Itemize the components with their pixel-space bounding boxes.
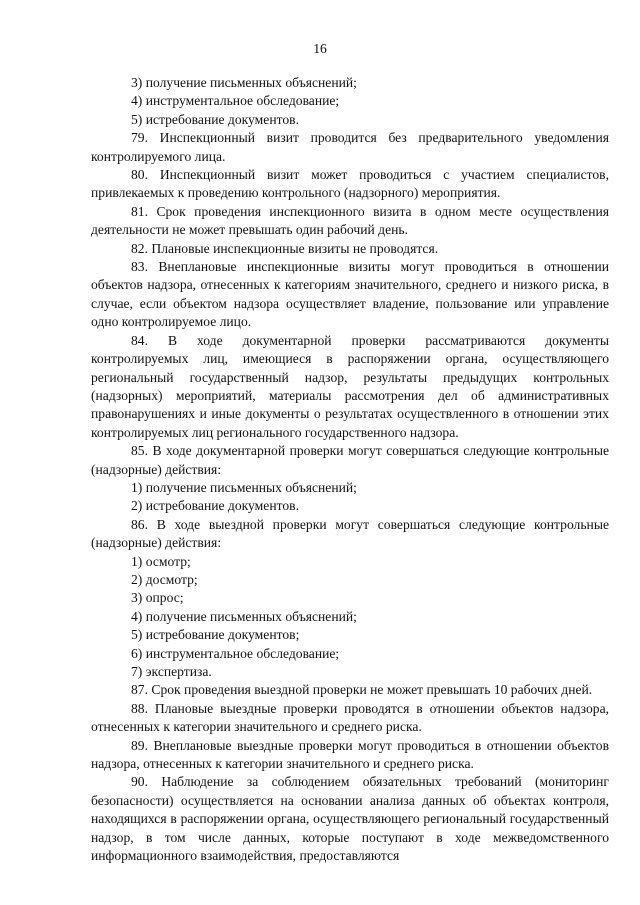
list-item: 2) досмотр; [131,571,198,587]
paragraph-83: 83. Внеплановые инспекционные визиты могут проводиться в отношении объектов надзора, отнесенных к категориям значительного, среднего и низкого риска, в случае, если объектом надзора осуществляет владение, пользование или управление одно контролируемое лицо. [91,259,609,330]
list-item: 5) истребование документов. [131,111,299,127]
list-item: 1) осмотр; [131,553,191,569]
paragraph-85: 85. В ходе документарной проверки могут совершаться следующие контрольные (надзорные) действия: [91,443,609,477]
paragraph-86: 86. В ходе выездной проверки могут совершаться следующие контрольные (надзорные) действия: [91,516,609,551]
page-number: 16 [313,41,327,56]
list-item: 7) экспертиза. [131,664,212,679]
list-item: 2) истребование документов. [131,498,299,514]
list-item: 3) опрос; [131,590,184,606]
paragraph-82: 82. Плановые инспекционные визиты не проводятся. [131,240,439,256]
paragraph-88: 88. Плановые выездные проверки проводятся в отношении объектов надзора, отнесенных к категории значительного и среднего риска. [91,700,609,735]
paragraph-84: 84. В ходе документарной проверки рассматриваются документы контролируемых лиц, имеющиеся в распоряжении органа, осуществляющего региональный государственный надзор, результаты предыдущих контрольных (надзорных) мероприятий, материалы рассмотрения дел об административных правонарушениях и иные документы о результатах осуществленного в отношении этих контролируемых лиц регионального государственного надзора. [91,332,609,440]
paragraph-89: 89. Внеплановые выездные проверки могут проводиться в отношении объектов надзора, отнесенных к категории значительного и среднего риска. [91,737,609,772]
paragraph-90: 90. Наблюдение за соблюдением обязательных требований (мониторинг безопасности) осуществляется на основании анализа данных об объектах контроля, находящихся в распоряжении органа, осуществляющего региональный государственный надзор, в том числе данных, которые поступают в ходе межведомственного информационного взаимодействия, предоставляются [91,774,609,864]
list-item: 5) истребование документов; [131,627,300,643]
paragraph-80: 80. Инспекционный визит может проводиться с участием специалистов, привлекаемых к проведению контрольного (надзорного) мероприятия. [91,167,609,201]
paragraph-81: 81. Срок проведения инспекционного визита в одном месте осуществления деятельности не может превышать один рабочий день. [91,203,609,238]
list-item: 1) получение письменных объяснений; [131,479,357,495]
list-item: 4) получение письменных объяснений; [131,608,357,624]
paragraph-79: 79. Инспекционный визит проводится без предварительного уведомления контролируемого лица. [91,130,609,164]
list-item: 6) инструментальное обследование; [131,645,340,661]
document-body [91,74,609,865]
paragraph-87: 87. Срок проведения выездной проверки не может превышать 10 рабочих дней. [131,682,593,698]
list-item: 3) получение письменных объяснений; [131,75,357,90]
list-item: 4) инструментальное обследование; [131,93,340,109]
